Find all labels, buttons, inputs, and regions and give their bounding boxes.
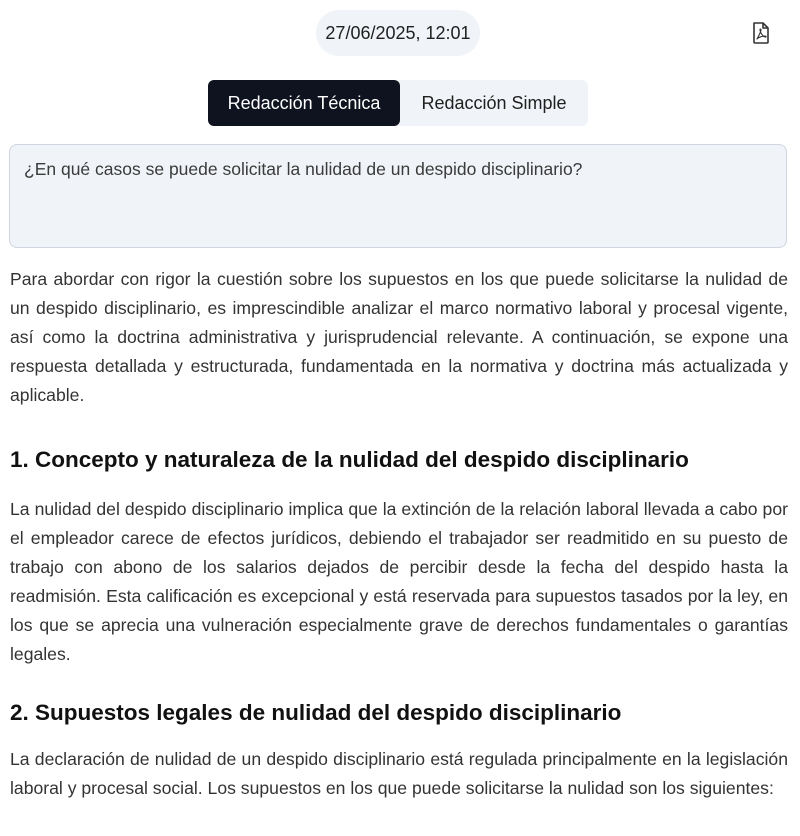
top-bar [0,0,800,66]
tab-redaccion-tecnica[interactable] [208,80,400,126]
export-pdf-button[interactable] [748,20,774,46]
tab-redaccion-simple[interactable] [400,80,588,126]
section-2-paragraph: La declaración de nulidad de un despido disciplinario está regulada principalmente en la legislación laboral y procesal social. Los supuestos en los que puede solicitarse la nulidad son los siguientes: [10,749,788,798]
tab-label: Redacción Técnica [227,92,381,113]
question-textarea[interactable] [9,144,787,248]
redaction-mode-tabs [208,80,588,126]
timestamp-badge [316,10,480,56]
intro-paragraph: Para abordar con rigor la cuestión sobre los supuestos en los que puede solicitarse la nulidad de un despido disciplinario, es imprescindible analizar el marco normativo laboral y procesal vigente, así como la doctrina administrativa y jurisprudencial relevante. A continuación, se expone una respuesta detallada y estructurada, fundamentada en la normativa y doctrina más actualizada y aplicable. [10,269,788,405]
timestamp-text: 27/06/2025, 12:01 [325,22,471,43]
section-1-paragraph: La nulidad del despido disciplinario implica que la extinción de la relación laboral llevada a cabo por el empleador carece de efectos jurídicos, debiendo el trabajador ser readmitido en su puesto de trabajo con abono de los salarios dejados de percibir desde la fecha del despido hasta la readmisión. Esta calificación es excepcional y está reservada para supuestos tasados por la ley, en los que se aprecia una vulneración especialmente grave de derechos fundamentales o garantías legales. [10,499,788,664]
pdf-file-icon [752,22,770,44]
section-2-heading: 2. Supuestos legales de nulidad del despido disciplinario [10,700,622,725]
section-1-heading: 1. Concepto y naturaleza de la nulidad del despido disciplinario [10,447,689,472]
question-text: ¿En qué casos se puede solicitar la nulidad de un despido disciplinario? [24,159,583,179]
tab-label: Redacción Simple [421,92,567,113]
